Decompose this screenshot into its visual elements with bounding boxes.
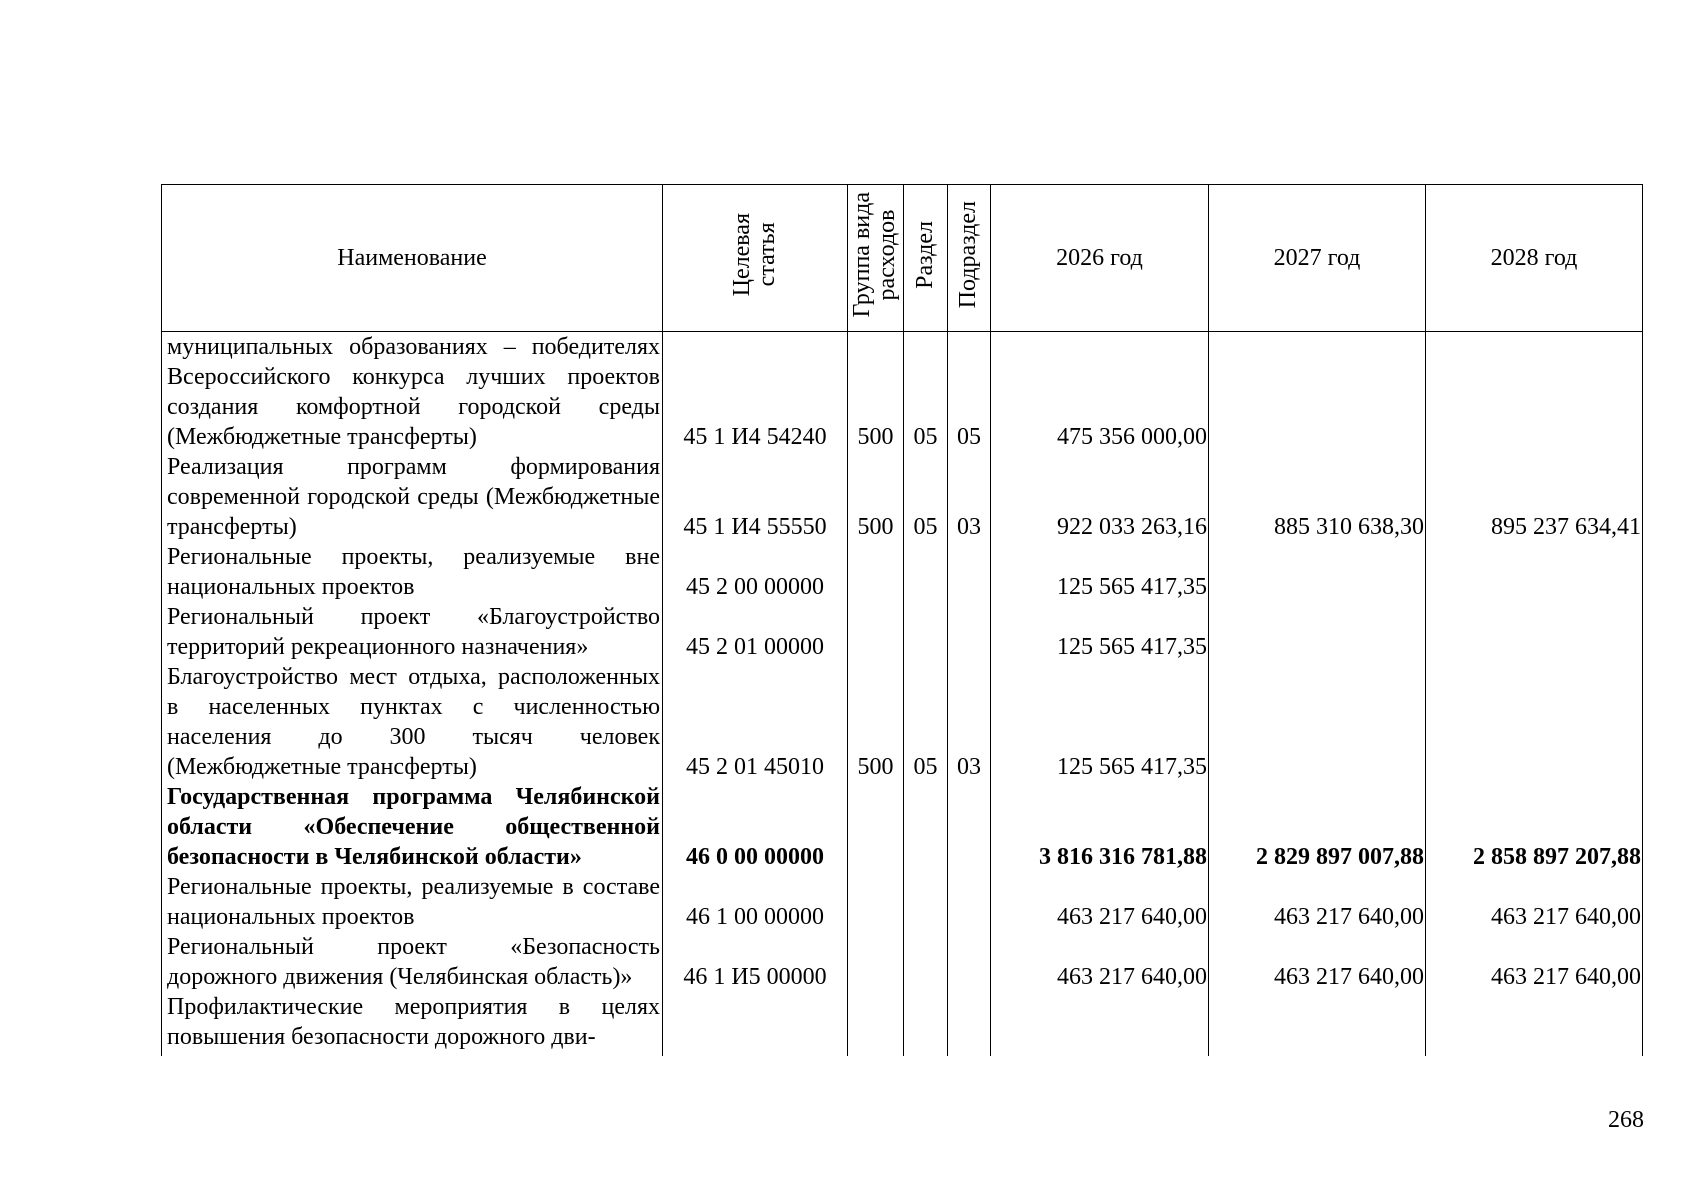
row-name: Региональные проекты, реализуемые в составе национальных проектов bbox=[162, 872, 663, 932]
table-row bbox=[162, 542, 1643, 602]
row-amount-2026: 922 033 263,16 bbox=[991, 452, 1209, 542]
header-subsection bbox=[948, 185, 991, 332]
row-expense-group bbox=[848, 932, 904, 992]
table-row-program bbox=[162, 782, 1643, 872]
row-code: 45 2 00 00000 bbox=[663, 542, 848, 602]
row-amount-2028 bbox=[1426, 542, 1643, 602]
row-subsection: 03 bbox=[948, 662, 991, 782]
row-name: Реализация программ формирования современной городской среды (Межбюджетные трансферты) bbox=[162, 452, 663, 542]
page-number: 268 bbox=[1608, 1107, 1644, 1133]
header-target-article-line2: статья bbox=[754, 222, 780, 287]
row-code: 45 2 01 45010 bbox=[663, 662, 848, 782]
row-amount-2028 bbox=[1426, 602, 1643, 662]
row-amount-2026: 475 356 000,00 bbox=[991, 332, 1209, 453]
row-code bbox=[663, 992, 848, 1056]
row-amount-2026: 125 565 417,35 bbox=[991, 542, 1209, 602]
row-expense-group: 500 bbox=[848, 662, 904, 782]
header-subsection-label: Подраздел bbox=[955, 200, 982, 309]
row-section bbox=[904, 542, 948, 602]
row-section: 05 bbox=[904, 332, 948, 453]
header-section bbox=[904, 185, 948, 332]
row-section bbox=[904, 932, 948, 992]
row-subsection bbox=[948, 542, 991, 602]
row-amount-2027: 463 217 640,00 bbox=[1209, 872, 1426, 932]
header-expense-group-line2: расходов bbox=[874, 209, 901, 300]
table-body bbox=[162, 332, 1643, 1057]
row-amount-2026: 125 565 417,35 bbox=[991, 662, 1209, 782]
row-amount-2028: 2 858 897 207,88 bbox=[1426, 782, 1643, 872]
row-subsection bbox=[948, 602, 991, 662]
row-subsection: 05 bbox=[948, 332, 991, 453]
budget-table bbox=[161, 184, 1643, 1056]
row-section bbox=[904, 782, 948, 872]
row-expense-group: 500 bbox=[848, 332, 904, 453]
row-amount-2026: 3 816 316 781,88 bbox=[991, 782, 1209, 872]
row-amount-2028 bbox=[1426, 332, 1643, 453]
row-name: Региональный проект «Благоустройство территорий рекреационного назначения» bbox=[162, 602, 663, 662]
table-row bbox=[162, 932, 1643, 992]
row-name: Профилактические мероприятия в целях повышения безопасности дорожного дви- bbox=[162, 992, 663, 1056]
row-code: 45 1 И4 55550 bbox=[663, 452, 848, 542]
row-expense-group bbox=[848, 542, 904, 602]
table-row bbox=[162, 872, 1643, 932]
row-name: Региональные проекты, реализуемые вне национальных проектов bbox=[162, 542, 663, 602]
header-target-article-line1: Целевая bbox=[728, 212, 755, 297]
row-amount-2027 bbox=[1209, 992, 1426, 1056]
row-expense-group bbox=[848, 602, 904, 662]
row-name: Региональный проект «Безопасность дорожного движения (Челябинская область)» bbox=[162, 932, 663, 992]
header-year-2027: 2027 год bbox=[1209, 185, 1426, 332]
row-section bbox=[904, 872, 948, 932]
row-section bbox=[904, 602, 948, 662]
row-expense-group: 500 bbox=[848, 452, 904, 542]
row-section: 05 bbox=[904, 662, 948, 782]
table-row bbox=[162, 602, 1643, 662]
table-row bbox=[162, 662, 1643, 782]
table-row bbox=[162, 992, 1643, 1056]
table-row bbox=[162, 332, 1643, 453]
table-row bbox=[162, 452, 1643, 542]
row-amount-2027 bbox=[1209, 332, 1426, 453]
row-subsection: 03 bbox=[948, 452, 991, 542]
header-target-article bbox=[663, 185, 848, 332]
header-name: Наименование bbox=[162, 185, 663, 332]
row-section: 05 bbox=[904, 452, 948, 542]
row-code: 45 2 01 00000 bbox=[663, 602, 848, 662]
row-amount-2027: 463 217 640,00 bbox=[1209, 932, 1426, 992]
header-expense-group bbox=[848, 185, 904, 332]
header-year-2026: 2026 год bbox=[991, 185, 1209, 332]
row-section bbox=[904, 992, 948, 1056]
row-amount-2027 bbox=[1209, 542, 1426, 602]
header-year-2028: 2028 год bbox=[1426, 185, 1643, 332]
row-amount-2026: 463 217 640,00 bbox=[991, 932, 1209, 992]
row-amount-2028: 895 237 634,41 bbox=[1426, 452, 1643, 542]
row-name: муниципальных образованиях – победителях Всероссийского конкурса лучших проектов создания комфортной городской среды (Межбюджетные трансферты) bbox=[162, 332, 663, 453]
header-section-label: Раздел bbox=[911, 220, 938, 289]
row-amount-2028: 463 217 640,00 bbox=[1426, 932, 1643, 992]
row-code: 45 1 И4 54240 bbox=[663, 332, 848, 453]
row-name: Государственная программа Челябинской области «Обеспечение общественной безопасности в Челябинской области» bbox=[162, 782, 663, 872]
row-amount-2028 bbox=[1426, 662, 1643, 782]
row-name: Благоустройство мест отдыха, расположенных в населенных пунктах с численностью населения до 300 тысяч человек (Межбюджетные трансферты) bbox=[162, 662, 663, 782]
row-subsection bbox=[948, 782, 991, 872]
row-code: 46 0 00 00000 bbox=[663, 782, 848, 872]
row-subsection bbox=[948, 872, 991, 932]
row-amount-2027: 885 310 638,30 bbox=[1209, 452, 1426, 542]
row-amount-2027: 2 829 897 007,88 bbox=[1209, 782, 1426, 872]
row-code: 46 1 И5 00000 bbox=[663, 932, 848, 992]
row-amount-2026: 125 565 417,35 bbox=[991, 602, 1209, 662]
row-amount-2027 bbox=[1209, 602, 1426, 662]
row-amount-2026 bbox=[991, 992, 1209, 1056]
table-header bbox=[162, 185, 1643, 332]
header-expense-group-line1: Группа вида bbox=[849, 191, 876, 318]
row-subsection bbox=[948, 932, 991, 992]
row-amount-2028 bbox=[1426, 992, 1643, 1056]
row-amount-2026: 463 217 640,00 bbox=[991, 872, 1209, 932]
row-subsection bbox=[948, 992, 991, 1056]
row-expense-group bbox=[848, 992, 904, 1056]
row-expense-group bbox=[848, 872, 904, 932]
row-amount-2028: 463 217 640,00 bbox=[1426, 872, 1643, 932]
row-expense-group bbox=[848, 782, 904, 872]
row-amount-2027 bbox=[1209, 662, 1426, 782]
row-code: 46 1 00 00000 bbox=[663, 872, 848, 932]
